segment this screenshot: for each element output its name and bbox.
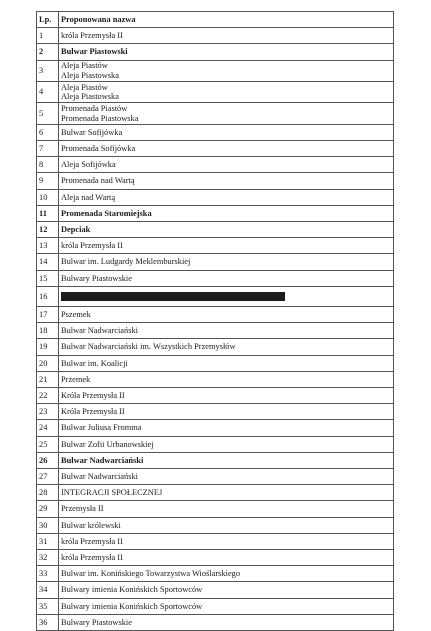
row-number: 27: [37, 469, 59, 485]
row-number: 17: [37, 307, 59, 323]
proposed-name-cell: [59, 124, 394, 140]
table-row: [37, 388, 394, 404]
row-number: 6: [37, 124, 59, 140]
proposed-name-cell: [59, 339, 394, 355]
row-number: 36: [37, 614, 59, 630]
row-number: 25: [37, 436, 59, 452]
proposed-name-cell: [59, 270, 394, 286]
row-number: 26: [37, 452, 59, 468]
row-number: 18: [37, 323, 59, 339]
table-row: [37, 103, 394, 124]
row-number: 5: [37, 103, 59, 124]
proposed-name-cell: [59, 103, 394, 124]
row-number: 10: [37, 189, 59, 205]
row-number: 21: [37, 371, 59, 387]
proposed-name-cell: [59, 140, 394, 156]
proposed-name-text: Promenada Staromiejska: [61, 208, 152, 218]
column-header-number: Lp.: [37, 12, 59, 28]
proposed-name-cell: [59, 173, 394, 189]
proposed-name-text: Bulwar im. Konińskiego Towarzystwa Wioślarskiego: [61, 569, 241, 579]
table-row: [37, 60, 394, 81]
table-row: [37, 598, 394, 614]
table-row: [37, 436, 394, 452]
row-number: 23: [37, 404, 59, 420]
table-row: [37, 485, 394, 501]
proposed-name-text: Bulwary imienia Konińskich Sportowców: [61, 585, 203, 595]
proposed-name-cell: [59, 550, 394, 566]
row-number: 8: [37, 157, 59, 173]
proposed-name-text: Bulwar Zofii Urbanowskiej: [61, 439, 154, 449]
proposed-name-text: Króla Przemysła II: [61, 391, 125, 401]
table-row: [37, 238, 394, 254]
table-row: [37, 355, 394, 371]
row-number: 1: [37, 28, 59, 44]
proposed-name-text: Aleja Piastowska: [61, 92, 119, 102]
proposed-name-text: Aleja Sofijówka: [61, 160, 116, 170]
proposed-name-text: Bulwar Juliusa Fromma: [61, 423, 142, 433]
proposed-name-text: Przemek: [61, 374, 91, 384]
proposed-name-cell: [59, 582, 394, 598]
table-row: [37, 420, 394, 436]
proposed-name-cell: [59, 388, 394, 404]
proposed-name-text: króla Przemysła II: [61, 536, 123, 546]
table-row: [37, 533, 394, 549]
row-number: 13: [37, 238, 59, 254]
proposed-name-cell: [59, 501, 394, 517]
proposed-name-cell: [59, 371, 394, 387]
proposed-name-text: Bulwar Sofijówka: [61, 127, 123, 137]
proposed-name-text: Bulwar Nadwarciański im. Wszystkich Przemysłów: [61, 342, 236, 352]
proposed-name-text: Bulwary imienia Konińskich Sportowców: [61, 601, 203, 611]
row-number: 4: [37, 82, 59, 103]
proposed-name-cell: [59, 404, 394, 420]
table-row: [37, 501, 394, 517]
proposed-name-cell: [59, 60, 394, 81]
proposed-name-cell: [59, 469, 394, 485]
row-number: 24: [37, 420, 59, 436]
row-number: 35: [37, 598, 59, 614]
table-row: [37, 469, 394, 485]
proposed-name-cell: [59, 323, 394, 339]
row-number: 7: [37, 140, 59, 156]
proposed-name-text: INTEGRACJI SPOŁECZNEJ: [61, 488, 163, 498]
table-row: [37, 157, 394, 173]
proposed-name-cell: [59, 485, 394, 501]
proposed-name-cell: [59, 82, 394, 103]
proposed-name-text: Promenada Piastowska: [61, 113, 139, 123]
row-number: 22: [37, 388, 59, 404]
table-row: [37, 205, 394, 221]
table-row: [37, 44, 394, 60]
table-row: [37, 371, 394, 387]
table-row: [37, 339, 394, 355]
proposed-name-text: króla Przemysła II: [61, 553, 123, 563]
proposed-names-table: [36, 11, 394, 631]
row-number: 29: [37, 501, 59, 517]
row-number: 12: [37, 222, 59, 238]
proposed-name-text: Bulwar Nadwarciański: [61, 455, 144, 465]
table-row: [37, 452, 394, 468]
proposed-name-cell: [59, 355, 394, 371]
row-number: 34: [37, 582, 59, 598]
table-row: [37, 189, 394, 205]
row-number: 11: [37, 205, 59, 221]
table-row: [37, 124, 394, 140]
proposed-name-text: króla Przemysła II: [61, 31, 123, 41]
proposed-name-cell: [59, 254, 394, 270]
table-row: [37, 614, 394, 630]
proposed-name-text: Bulwar Nadwarciański: [61, 472, 138, 482]
proposed-name-text: Bulwar im. Ludgardy Meklemburskiej: [61, 257, 191, 267]
proposed-name-cell: [59, 157, 394, 173]
row-number: 31: [37, 533, 59, 549]
proposed-name-cell: [59, 222, 394, 238]
table-row: [37, 550, 394, 566]
proposed-name-cell: [59, 517, 394, 533]
proposed-names-document: [36, 11, 393, 631]
proposed-name-cell: [59, 189, 394, 205]
row-number: 19: [37, 339, 59, 355]
proposed-name-cell: [59, 452, 394, 468]
row-number: 15: [37, 270, 59, 286]
table-row: [37, 286, 394, 306]
proposed-name-cell: [59, 238, 394, 254]
table-row: [37, 404, 394, 420]
proposed-name-text: Promenada nad Wartą: [61, 176, 135, 186]
proposed-name-text: Bulwar Piastowski: [61, 47, 128, 57]
proposed-name-cell: [59, 44, 394, 60]
table-row: [37, 270, 394, 286]
row-number: 33: [37, 566, 59, 582]
table-row: [37, 517, 394, 533]
table-row: [37, 82, 394, 103]
proposed-name-text: Pszemek: [61, 310, 91, 319]
proposed-name-text: Aleja Piastów: [61, 82, 108, 92]
row-number: 20: [37, 355, 59, 371]
redaction-bar: [61, 292, 285, 301]
row-number: 3: [37, 60, 59, 81]
row-number: 9: [37, 173, 59, 189]
proposed-name-text: Promenada Sofijówka: [61, 143, 136, 153]
table-body: [37, 28, 394, 631]
table-row: [37, 173, 394, 189]
table-row: [37, 323, 394, 339]
column-header-proposed-name: Proponowana nazwa: [59, 12, 394, 28]
row-number: 30: [37, 517, 59, 533]
proposed-name-text: Króla Przemysła II: [61, 407, 125, 417]
proposed-name-cell: [59, 28, 394, 44]
proposed-name-text: Bulwar im. Koalicji: [61, 358, 128, 368]
proposed-name-cell: [59, 614, 394, 630]
proposed-name-cell: [59, 436, 394, 452]
table-row: [37, 140, 394, 156]
proposed-name-text: Depciak: [61, 225, 91, 234]
proposed-name-cell: [59, 566, 394, 582]
table-row: [37, 222, 394, 238]
row-number: 16: [37, 286, 59, 306]
table-row: [37, 307, 394, 323]
proposed-name-text: Bulwary Piastowskie: [61, 617, 132, 627]
row-number: 32: [37, 550, 59, 566]
row-number: 28: [37, 485, 59, 501]
proposed-name-cell: [59, 307, 394, 323]
proposed-name-text: króla Przemysła II: [61, 241, 123, 251]
proposed-name-cell: [59, 205, 394, 221]
proposed-name-cell: [59, 420, 394, 436]
proposed-name-text: Bulwar królewski: [61, 520, 121, 530]
proposed-name-text: Promenada Piastów: [61, 103, 128, 113]
row-number: 14: [37, 254, 59, 270]
proposed-name-text: Przemysła II: [61, 504, 104, 514]
table-row: [37, 254, 394, 270]
proposed-name-text: Bulwary Piastowskie: [61, 273, 132, 283]
proposed-name-text: Bulwar Nadwarciański: [61, 326, 138, 336]
proposed-name-cell: [59, 533, 394, 549]
proposed-name-cell: [59, 286, 394, 306]
table-header-row: [37, 12, 394, 28]
table-row: [37, 582, 394, 598]
proposed-name-cell: [59, 598, 394, 614]
proposed-name-text: Aleja Piastowska: [61, 70, 119, 80]
proposed-name-text: Aleja Piastów: [61, 61, 108, 71]
table-row: [37, 28, 394, 44]
table-row: [37, 566, 394, 582]
row-number: 2: [37, 44, 59, 60]
proposed-name-text: Aleja nad Wartą: [61, 192, 116, 202]
